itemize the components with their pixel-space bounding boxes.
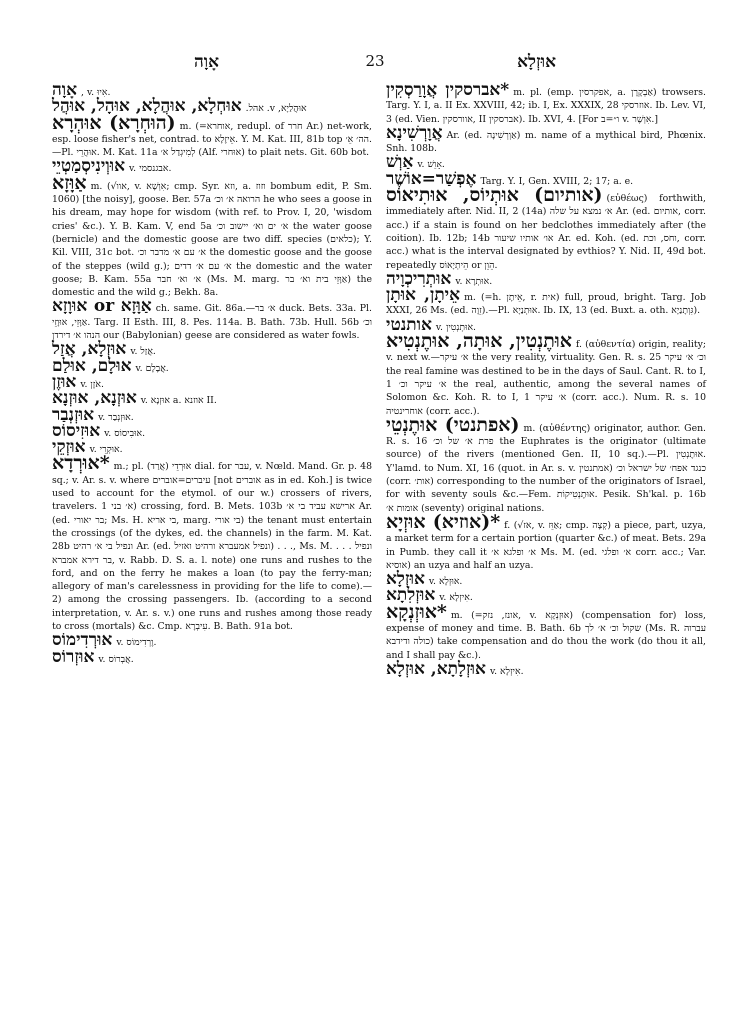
dictionary-entry <box>386 330 707 418</box>
entry-headword: אוּזֶן <box>52 371 77 392</box>
entry-headword: אֵיתָן, אוּתָן <box>386 285 461 306</box>
entry-headword: *(אוזיא) אוּזְיָא <box>386 510 501 533</box>
entry-headword: אוּחְלָא, אוּהֲלָא, אוּהָל, אוּהֲל <box>52 96 242 117</box>
entry-definition: , v. אִיוּ. <box>81 87 111 98</box>
entry-headword: אותנטי <box>386 314 432 335</box>
entry-definition: v. אֲזַל. <box>130 346 156 358</box>
entry-definition: v. אוּתְרָא. <box>455 275 493 287</box>
right-column <box>386 80 707 679</box>
entry-headword: אוּלָם, אוּלַם <box>52 355 132 376</box>
entry-headword: אוּזְרוֹס <box>52 646 95 667</box>
entry-headword: *אברסקין אֲוָרַסְקִין <box>386 80 510 100</box>
entry-headword: אוּזְקֵי <box>52 437 86 458</box>
left-column <box>52 80 373 667</box>
entry-headword: אוּזְלָא, אֲזַל <box>52 339 127 360</box>
entry-definition: m.; pl. אוּרְדֵי (אֲרַד) dial. for עבר, v. Nœld. Mand. Gr. p. 48 sq.; v. Ar. s. v. where עיברים=אוברים [not אוברים as in ed. Koh.] is twice used to account for the etymol. of our w.) crossers of rivers, travelers. א׳ בני 1) crossing, ford. B. Mets. 103b ארישא עביד בי א׳ Ar. (ed. בר יאורי; Ms. H. בי אריא, marg. בי אורי) the tenant must entertain the crossings (of the dykes, ed. the channels) in the farm. M. Kat. 28b ונפיל בי א׳ רהיט Ar. (ed. ונפיל אמעברא ורהיט ואזיל) . . ., Ms. M. . . . ונפיל בר דירא אמברא, v. Rabb. D. S. a. l. note) one runs and rushes to the ford, and on the ferry he makes a loan (to pay the ferry-man; allegory of man's carelessness in providing for the life to come).—2) among the crossing passengers. Ib. (according to a second interpretation, v. Ar. s. v.) one runs and rushes among those ready to cross (mortals) &c. Cmp. עִיבְרָא. B. Bath. 91a bot. <box>52 461 373 632</box>
dictionary-entry <box>386 80 706 126</box>
page-number: 23 <box>365 52 385 70</box>
entry-headword: אוּזִיסוֹס <box>52 420 101 441</box>
dictionary-entry <box>52 420 372 441</box>
running-head-left: אָוָה <box>194 52 220 72</box>
entry-headword: אַוָּזָא <box>52 171 87 194</box>
entry-definition: v. אוּזְנָא a. אוזנא II. <box>140 395 217 407</box>
entry-definition: m. (=h. אֵיתָן, r. אית) full, proud, bright. Targ. Job XXXI, 26 Ms. (ed. זֵוָה).—Pl. אוּתְנַיָא. Ib. IX, 13 (ed. Buxt. a. oth. גִּוְתָנַיָא). <box>386 292 706 317</box>
entry-definition: v. אֲבְרוֹס. <box>98 653 134 665</box>
dictionary-entry <box>52 156 372 177</box>
entry-definition: Ar. (ed. אַוְרְשִׁינָה) m. name of a mythical bird, Phœnix. Snh. 108b. <box>386 129 706 155</box>
entry-headword: אוּזְלָא <box>386 569 425 590</box>
entry-definition: f. (αὐθεντία) origin, reality; v. next w.—א׳ עיקר the very reality, virtuality. Gen. R. s. 25 וכ׳ א׳ עיקר the real famine was destined to be in the days of Saul. Cant. R. to I, 1 א׳ עיקר וכ׳ the real, authentic, among the several names of Solomon &c. Koh. R. to I, 1 א׳ עיקר (corr. acc.). Num. R. s. 10 אוחרינטיה (corr. acc.). <box>386 339 707 417</box>
dictionary-entry <box>52 111 372 160</box>
entry-headword: (הוּחְרָא) אוּהְרָא <box>52 111 176 134</box>
entry-headword: אָוָה <box>52 80 78 100</box>
entry-definition: v. אִיזְלָא. <box>439 592 473 604</box>
entry-definition: אוּהֲלַיָא, v. אהל. <box>245 103 307 115</box>
entry-headword: אוּוְינִיסְמַטְיֵי <box>52 156 125 177</box>
entry-headword: אוּתְרִיכְוָיה <box>386 268 452 289</box>
dictionary-entry <box>386 413 707 515</box>
entry-headword: *אוּזְנְקָא <box>386 600 447 623</box>
entry-definition: f. (√אז, v. אַוֵּז; cmp. קְצָה) a piece, part, uzya, a market term for a certain portion (quarter &c.) of meat. Bets. 29a in Pumb. they call it א׳ ופלגא א׳ Ms. M. (ed. א׳ ופלגי corr. acc.; Var. אוסיא) an uzya and half an uzya. <box>386 519 707 571</box>
entry-headword: אוּזְנְבַר <box>52 404 95 425</box>
entry-definition: v. אוּבִיסוֹס. <box>104 427 146 439</box>
entry-definition: v. אִיזְלָא. <box>489 665 524 677</box>
entry-definition: v. אוּקְרֵי. <box>89 444 123 456</box>
entry-headword: אוּתֶנְטִין, אוּתָה, אוּתֶנְטִיא <box>386 330 572 353</box>
page-header <box>54 52 696 76</box>
entry-headword: אוּזְנָא, אוּזְנָא <box>52 388 137 409</box>
dictionary-entry <box>52 388 372 409</box>
entry-definition: v. אוּזְנְבַר. <box>98 411 134 423</box>
dictionary-entry <box>52 646 372 667</box>
entry-definition: v. אָוֵשׁ. <box>417 159 445 171</box>
running-head-right: אוּזְלָא <box>517 52 556 72</box>
dictionary-entry <box>52 296 372 342</box>
entry-definition: ch. same. Git. 86a.—א׳ בר duck. Bets. 33a. Pl. אַוָּזֵי, אוּוָזֵי. Targ. II Esth. III, 8. Pes. 114a. B. Bath. 73b. Hull. 56b וכ׳ הנהו א׳ דירדן our (Babylonian) geese are considered as water fowls. <box>52 303 372 342</box>
dictionary-entry <box>52 355 372 376</box>
dictionary-entry <box>386 285 706 318</box>
dictionary-entry <box>52 630 372 651</box>
entry-definition: m. (√אוו, v. אִוְשָׁא; cmp. Syr. וזא, a. וזוז bombum edit, P. Sm. 1060) [the noisy], goose. Ber. 57a הרואה א׳ וכ׳ he who sees a goose in his dream, may hope for wisdom (with ref. to Prov. I, 20, 'wisdom cries' &c.). Y. B. Kam. V, end 5a א׳ ים וא׳ יישוב וכ׳ the water goose (bernicle) and the domestic goose are two diff. species (כלאים); Y. Kil. VIII, 31c bot. א׳ עם א׳ מדבר וכ׳ the domestic goose and the goose of the steppes (wild g.); א׳ עם א׳ דדים the domestic and the water goose; B. Kam. 55a א׳ וא׳ חבר (Ms. M. marg. אַוָּזֵי בית וא׳ בר) the domestic and the wild g.; Bekh. 8a. <box>52 180 373 299</box>
entry-definition: v. אֹזֶן. <box>80 378 104 390</box>
entry-definition: v. אבגנסמי. <box>129 163 172 175</box>
entry-definition: v. אֲבָלָם. <box>135 362 169 374</box>
entry-headword: אַוְשׁ <box>386 152 414 173</box>
entry-headword: אוּזְלָתָא, אוּזְלָא <box>386 658 486 679</box>
entry-definition: v. אוּזְלָא. <box>428 576 463 588</box>
dictionary-entry <box>386 600 706 662</box>
entry-headword: אֲוָרְשִׁינָא <box>386 122 443 143</box>
entry-headword: אוּרְדִימוֹס <box>52 630 113 651</box>
dictionary-entry <box>52 171 373 300</box>
entry-definition: Targ. Y. I, Gen. XVIII, 2; 17; a. e. <box>480 175 634 187</box>
entry-definition: m. (αὐθέντης) originator, author. Gen. R. s. 16 פרת א׳ של וכ׳ the Euphrates is the originator (ultimate source) of the rivers (mentioned Gen. II, 10 sq.).—Pl. אוּתֶנְטִין. Y'lamd. to Num. XI, 16 (quot. in Ar. s. v. אמתנטין) כנגד אפח׳ של ישראל וכ׳ (corr. אות׳) corresponding to the number of the originators of Israel, for with seventy souls &c.—Fem. אוּתֶנְטִיקוֹת. Pesik. Sh'kal. p. 16b אומות א׳ (seventy) original nations. <box>386 422 707 514</box>
dictionary-entry <box>52 404 372 425</box>
entry-definition: m. (=אונז, נזק, v. אוּזְנְקָא) (compensation for) loss, expense of money and time. B. Bath. 6b שקול וכ׳ א׳ לך (Ms. R. עברוה כולה ודידבא) take compensation and do thou the work (do thou it all, and I shall pay &c.). <box>386 609 706 661</box>
dictionary-entry <box>52 452 373 633</box>
entry-headword: *אוּרְדָא <box>52 452 110 475</box>
dictionary-entry <box>386 184 706 272</box>
entry-headword: (אותיום) אוּתְיוֹס, אוּתִיאוֹס <box>386 184 603 207</box>
entry-definition: v. וֶרְדִימוֹס. <box>116 637 157 649</box>
dictionary-entry <box>386 510 707 572</box>
entry-definition: m. pl. (emp. אפקרסין, a. אַבְקָרָן) trowsers. Targ. Y. I, a. II Ex. XXVIII, 42; ib. I, Ex. XXXIX, 28 אוזרסקי. Ib. Lev. VI, 3 (ed. Vien. אוורסקין, II אברסקין). Ib. XVI, 4. [For ו״=ב v. אִוְשֶׁר.] <box>386 87 706 125</box>
dictionary-entry <box>386 122 706 156</box>
entry-headword: אוּזְלִתָא <box>386 585 436 606</box>
entry-headword: אֶפְשַׁר=אוֹשֶׁר <box>386 168 477 189</box>
dictionary-entry <box>386 658 706 679</box>
entry-definition: (εὐθέως) forthwith, immediately after. Nid. II, 2 (14a) א׳ נמצא על שלה Ar. (ed. אותיום, corr. acc.) if a stain is found on her bedclothes immediately after (the coition). Ib. 12b; 14b או׳ אותיו שיעור Ar. ed. Koh. (ed. וחס, וכת, corr. acc.) what is the interval designated by evthios? Y. Nid. II, 49d bot. repeatedly הֵיתְיָאוֹס or הֵוֵן. <box>386 193 706 271</box>
entry-definition: v. אוּתְנְטִין. <box>435 321 476 333</box>
entry-headword: אַוָּזָא or אוּוָזָא <box>52 296 152 317</box>
entry-definition: m. (=אוחרא, redupl. of חרר Ar.) net-work, esp. loose fisher's net, contrad. to אֵיזֶלָא. Y. M. Kat. III, 81b top הה׳ אֵ׳.—Pl. אוּהֲרֵי. M. Kat. 11a לְמִיגְדַל א׳ (Alf. אוּחרי) to plait nets. Git. 60b bot. <box>52 120 372 159</box>
entry-headword: (אפתנטי) אוּתֶנְטֵי <box>386 413 520 436</box>
